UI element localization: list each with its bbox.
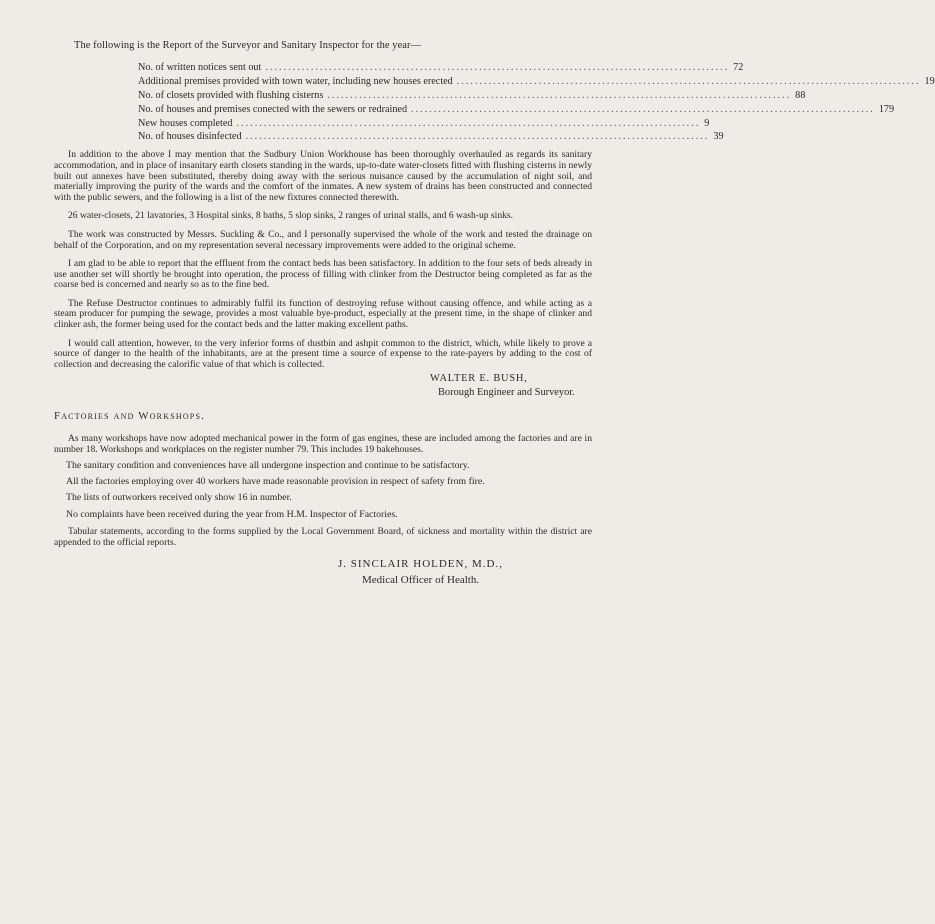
- section-heading: Factories and Workshops.: [54, 410, 205, 423]
- paragraph-dustbins: I would call attention, however, to the very inferior forms of dustbin and ashpit common to the district, which, while likely to prove a source of danger to the health of the inhabitants, are at the present time a source of expense to the rate-payers by adding to the cost of collection and decreasing the calorific value of that which is collected.: [54, 337, 592, 370]
- report-row: [138, 89, 806, 103]
- signatory-title: Borough Engineer and Surveyor.: [438, 387, 575, 399]
- paragraph-workhouse: In addition to the above I may mention that the Sudbury Union Workhouse has been thoroughly overhauled as regards its sanitary accommodation, and in place of insanitary earth closets standing in the wards, up-to-date water-closets fitted with flushing cisterns in newly built out annexes have been substituted, thereby doing away with the serious nuisance caused by the accumulation of night soil, and materially improving the purity of the wards and the comfort of the inmates. A new system of drains has been constructed and connected with the public sewers, and the following is a list of the new fixtures connected therewith.: [54, 149, 592, 203]
- report-value: 9: [704, 117, 710, 129]
- signatory-title: Medical Officer of Health.: [362, 574, 480, 587]
- report-label: No. of houses and premises conected with the sewers or redrained: [138, 103, 408, 115]
- factory-line: The sanitary condition and conveniences have all undergone inspection and continue to be satisfactory.: [66, 459, 470, 471]
- paragraph-destructor: The Refuse Destructor continues to admirably fulfil its function of destroying refuse without causing offence, and while acting as a steam producer for pumping the sewage, provides a most valuable bye-product, especially at the present time, in the shape of clinker and clinker ash, the former being used for the contact beds and the latter making excellent paths.: [54, 297, 592, 331]
- factory-line: The lists of outworkers received only show 16 in number.: [66, 492, 292, 504]
- medical-officer-signature: [54, 556, 592, 588]
- report-row: [138, 103, 895, 117]
- signatory-name: WALTER E. BUSH,: [430, 373, 528, 385]
- report-intro: The following is the Report of the Surveyor and Sanitary Inspector for the year—: [74, 40, 422, 51]
- paragraph-fixtures: 26 water-closets, 21 lavatories, 3 Hospital sinks, 8 baths, 5 slop sinks, 2 ranges of urinal stalls, and 6 wash-up sinks.: [68, 210, 514, 222]
- factory-line: No complaints have been received during the year from H.M. Inspector of Factories.: [66, 508, 398, 520]
- report-value: 19: [924, 75, 935, 87]
- leader-dots: ......................................................................................................: [411, 103, 875, 115]
- report-label: No. of houses disinfected: [138, 131, 242, 143]
- paragraph-contractor: The work was constructed by Messrs. Suckling & Co., and I personally supervised the whole of the work and tested the drainage on behalf of the Corporation, and on my representation several necessary improvements were added to the original scheme.: [54, 228, 592, 251]
- signatory-name: J. SINCLAIR HOLDEN, M.D.,: [338, 558, 503, 571]
- factory-line: All the factories employing over 40 workers have made reasonable provision in respect of safety from fire.: [66, 476, 485, 488]
- leader-dots: ......................................................................................................: [327, 89, 792, 101]
- report-label: Additional premises provided with town water, including new houses erected: [138, 75, 453, 87]
- leader-dots: ......................................................................................................: [456, 75, 921, 87]
- report-row: [138, 117, 710, 131]
- report-value: 179: [878, 103, 895, 115]
- leader-dots: ......................................................................................................: [265, 62, 730, 73]
- leader-dots: ......................................................................................................: [236, 117, 701, 129]
- paragraph-contact-beds: I am glad to be able to report that the effluent from the contact beds has been satisfactory. In addition to the four sets of beds already in use another set will shortly be brought into operation, the process of filling with clinker from the Destructor being completed as far as the coarse bed is concerned and nearly so as to the fine bed.: [54, 258, 592, 291]
- report-label: New houses completed: [138, 117, 233, 129]
- paragraph-tabular: Tabular statements, according to the forms supplied by the Local Government Board, of sickness and mortality within the district are appended to the official reports.: [54, 526, 592, 548]
- surveyor-signature: [54, 372, 592, 400]
- report-value: 39: [713, 131, 724, 143]
- report-value: 88: [795, 89, 806, 101]
- report-label: No. of written notices sent out: [138, 62, 262, 73]
- leader-dots: ......................................................................................................: [245, 131, 710, 143]
- report-row: [138, 75, 935, 89]
- report-list: [138, 61, 935, 144]
- paragraph-workshops: As many workshops have now adopted mechanical power in the form of gas engines, these are included among the factories and are in number 18. Workshops and workplaces on the register number 79. This includes 19 bakehouses.: [54, 433, 592, 456]
- report-row: [138, 61, 744, 75]
- report-value: 72: [733, 62, 744, 73]
- report-label: No. of closets provided with flushing cisterns: [138, 89, 324, 101]
- report-row: [138, 130, 724, 144]
